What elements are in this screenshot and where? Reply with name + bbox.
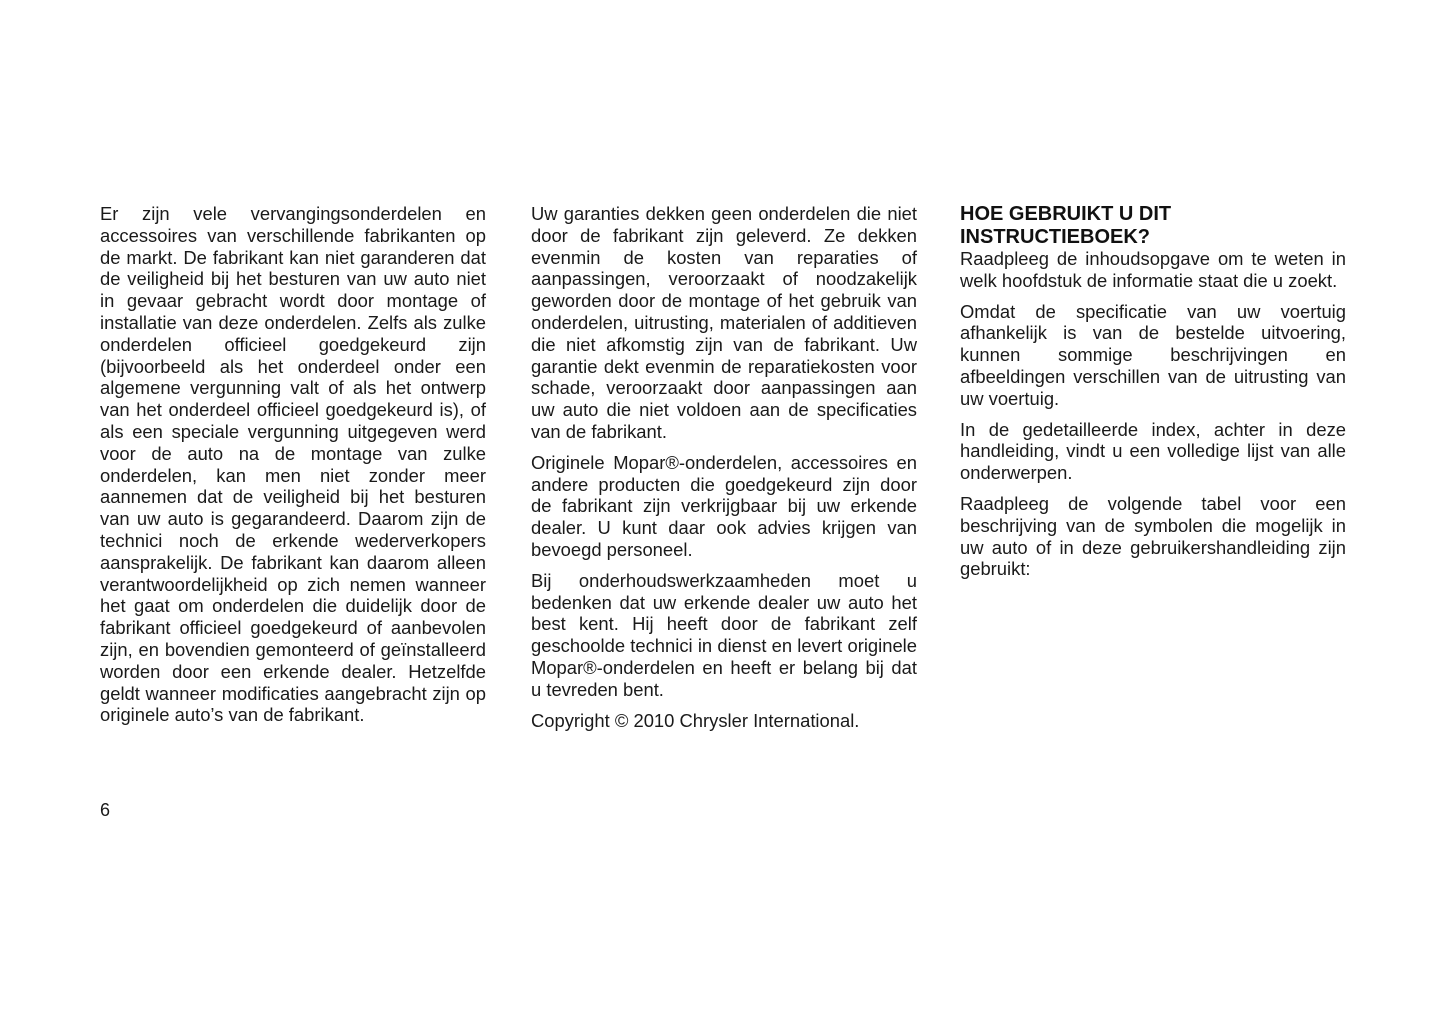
- section-heading: [960, 203, 1346, 248]
- section-heading-line-2: INSTRUCTIEBOEK?: [960, 225, 1150, 248]
- index-paragraph: In de gedetailleerde index, achter in deze handleiding, vindt u een volledige lijst van alle onderwerpen.: [960, 418, 1346, 484]
- left-paragraph: Er zijn vele vervangingsonderdelen en accessoires van verschillende fabrikanten op de markt. De fabrikant kan niet garanderen dat de veiligheid bij het besturen van uw auto niet in gevaar gebracht wordt door montage of installatie van deze onderdelen. Zelfs als zulke onderdelen officieel goedgekeurd zijn (bijvoorbeeld als het onderdeel onder een algemene vergunning valt of als het ontwerp van het onderdeel officieel goedgekeurd is), of als een speciale vergunning uitgegeven werd voor de auto na de montage van zulke onderdelen, kan men niet zonder meer aannemen dat de veiligheid bij het besturen van uw auto is gegarandeerd. Daarom zijn de technici noch de erkende wederverkopers aansprakelijk. De fabrikant kan daarom alleen verantwoordelijkheid op zich nemen wanneer het gaat om onderdelen die duidelijk door de fabrikant officieel goedgekeurd of aanbevolen zijn, en bovendien gemonteerd of geïnstalleerd worden door een erkende dealer. Hetzelfde geldt wanneer modificaties aangebracht zijn op originele auto’s van de fabrikant.: [100, 203, 486, 726]
- right-column: [960, 203, 1346, 589]
- copyright-notice: Copyright © 2010 Chrysler International.: [531, 709, 860, 731]
- middle-column: [531, 203, 917, 740]
- specification-paragraph: Omdat de specificatie van uw voertuig afhankelijk is van de bestelde uitvoering, kunnen sommige beschrijvingen en afbeeldingen verschillen van de uitrusting van uw voertuig.: [960, 300, 1346, 409]
- left-column: [100, 203, 486, 735]
- toc-paragraph: Raadpleeg de inhoudsopgave om te weten in welk hoofdstuk de informatie staat die u zoekt.: [960, 248, 1346, 291]
- mopar-paragraph: Originele Mopar®-onderdelen, accessoires en andere producten die goedgekeurd zijn door de fabrikant zijn verkrijgbaar bij uw erkende dealer. U kunt daar ook advies krijgen van bevoegd personeel.: [531, 451, 917, 560]
- page-number: 6: [100, 800, 111, 820]
- warranty-paragraph: Uw garanties dekken geen onderdelen die niet door de fabrikant zijn geleverd. Ze dekken evenmin de kosten van reparaties of aanpassingen, veroorzaakt of noodzakelijk geworden door de montage of het gebruik van onderdelen, uitrusting, materialen of additieven die niet afkomstig zijn van de fabrikant. Uw garantie dekt evenmin de reparatiekosten voor schade, veroorzaakt door aanpassingen aan uw auto die niet voldoen aan de specificaties van de fabrikant.: [531, 203, 917, 442]
- section-heading-line-1: HOE GEBRUIKT U DIT: [960, 203, 1172, 225]
- maintenance-paragraph: Bij onderhoudswerkzaamheden moet u bedenken dat uw erkende dealer uw auto het best kent. Hij heeft door de fabrikant zelf geschoolde technici in dienst en levert originele Mopar®-onderdelen en heeft er belang bij dat u tevreden bent.: [531, 569, 917, 700]
- symbols-paragraph: Raadpleeg de volgende tabel voor een beschrijving van de symbolen die mogelijk in uw auto of in deze gebruikershandleiding zijn gebruikt:: [960, 492, 1346, 580]
